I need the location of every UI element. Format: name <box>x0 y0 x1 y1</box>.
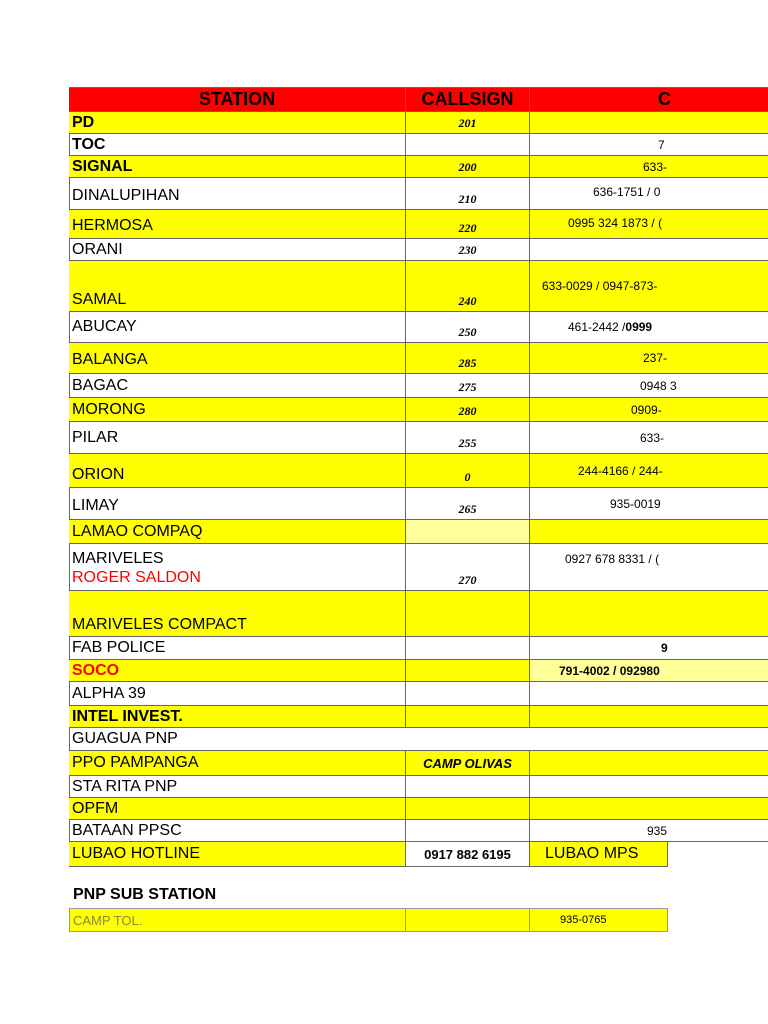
header-callsign[interactable]: CALLSIGN <box>406 88 530 112</box>
contact-cell[interactable]: 791-4002 / 092980 <box>530 660 768 682</box>
station-cell[interactable]: INTEL INVEST. <box>69 706 406 728</box>
station-cell[interactable]: BATAAN PPSC <box>69 820 406 842</box>
contact-cell[interactable] <box>530 312 768 343</box>
station-cell[interactable]: SIGNAL <box>69 156 406 178</box>
station-cell[interactable]: MARIVELES COMPACT <box>69 591 406 637</box>
callsign-cell[interactable] <box>406 798 530 820</box>
contact-cell[interactable] <box>530 706 768 728</box>
contact-text: 461-2442 / <box>568 320 626 334</box>
station-cell[interactable]: ORANI <box>69 239 406 261</box>
contact-cell[interactable]: 633- <box>530 422 768 454</box>
contact-cell[interactable]: 0909- <box>530 398 768 422</box>
contact-cell[interactable]: 9 <box>530 637 768 660</box>
station-name: MARIVELES <box>72 550 164 567</box>
callsign-cell[interactable]: 285 <box>406 343 530 374</box>
station-cell[interactable]: ABUCAY <box>69 312 406 343</box>
station-cell[interactable]: STA RITA PNP <box>69 776 406 798</box>
station-cell[interactable]: LUBAO HOTLINE <box>69 842 406 867</box>
contact-cell[interactable]: 0948 3 <box>530 374 768 398</box>
contact-cell[interactable] <box>530 776 768 798</box>
station-cell[interactable]: MORONG <box>69 398 406 422</box>
station-cell[interactable]: DINALUPIHAN <box>69 178 406 210</box>
station-cell[interactable]: LAMAO COMPAQ <box>69 520 406 544</box>
callsign-cell[interactable]: 0917 882 6195 <box>406 842 530 867</box>
contact-cell[interactable] <box>530 112 768 134</box>
header-contact[interactable]: C <box>530 88 768 112</box>
station-cell[interactable]: TOC <box>69 134 406 156</box>
contact-cell[interactable] <box>530 520 768 544</box>
contact-cell[interactable] <box>530 591 768 637</box>
callsign-cell[interactable] <box>406 682 530 706</box>
contact-cell[interactable]: 633- <box>530 156 768 178</box>
contact-bold-text: 0999 <box>625 320 653 334</box>
callsign-cell[interactable]: 255 <box>406 422 530 454</box>
station-cell[interactable]: PD <box>69 112 406 134</box>
callsign-cell[interactable]: 265 <box>406 488 530 520</box>
callsign-cell[interactable] <box>406 706 530 728</box>
header-station[interactable]: STATION <box>69 88 406 112</box>
callsign-cell[interactable]: 240 <box>406 261 530 312</box>
station-cell[interactable]: PILAR <box>69 422 406 454</box>
contact-cell[interactable]: 0995 324 1873 / ( <box>530 210 768 239</box>
callsign-cell[interactable] <box>406 820 530 842</box>
callsign-cell[interactable] <box>406 660 530 682</box>
callsign-cell[interactable] <box>406 637 530 660</box>
contact-cell[interactable] <box>530 798 768 820</box>
contact-cell[interactable]: 935-0019 <box>530 488 768 520</box>
station-cell[interactable]: SAMAL <box>69 261 406 312</box>
sub-contact-cell[interactable]: 935-0765 <box>530 908 668 932</box>
callsign-cell[interactable]: 280 <box>406 398 530 422</box>
station-cell[interactable]: ORION <box>69 454 406 488</box>
station-cell[interactable]: ALPHA 39 <box>69 682 406 706</box>
contact-cell[interactable]: 0927 678 8331 / ( <box>530 544 768 591</box>
callsign-cell[interactable]: 0 <box>406 454 530 488</box>
callsign-cell[interactable]: 201 <box>406 112 530 134</box>
station-cell[interactable] <box>69 544 406 591</box>
callsign-cell[interactable] <box>406 776 530 798</box>
contact-cell[interactable] <box>530 682 768 706</box>
callsign-cell[interactable] <box>406 591 530 637</box>
station-cell[interactable]: BALANGA <box>69 343 406 374</box>
callsign-cell[interactable] <box>406 134 530 156</box>
callsign-cell[interactable]: 275 <box>406 374 530 398</box>
contact-cell[interactable]: 935 <box>530 820 768 842</box>
station-cell[interactable]: FAB POLICE <box>69 637 406 660</box>
contact-cell[interactable]: LUBAO MPS <box>530 842 668 867</box>
callsign-cell[interactable]: CAMP OLIVAS <box>406 751 530 776</box>
callsign-cell[interactable]: 270 <box>406 544 530 591</box>
station-cell[interactable]: LIMAY <box>69 488 406 520</box>
callsign-cell[interactable]: 210 <box>406 178 530 210</box>
contact-cell[interactable]: 244-4166 / 244- <box>530 454 768 488</box>
contact-cell[interactable]: 7 <box>530 134 768 156</box>
station-cell[interactable]: SOCO <box>69 660 406 682</box>
contact-cell[interactable] <box>530 239 768 261</box>
sub-callsign-cell[interactable] <box>406 908 530 932</box>
station-cell[interactable]: OPFM <box>69 798 406 820</box>
callsign-cell[interactable]: 250 <box>406 312 530 343</box>
sub-station-cell[interactable]: CAMP TOL. <box>69 908 406 932</box>
callsign-cell[interactable]: 220 <box>406 210 530 239</box>
person-name: ROGER SALDON <box>72 569 201 586</box>
callsign-cell[interactable]: 200 <box>406 156 530 178</box>
contact-cell[interactable]: 633-0029 / 0947-873- <box>530 261 768 312</box>
sub-section-title: PNP SUB STATION <box>73 886 217 903</box>
contact-cell[interactable] <box>530 751 768 776</box>
contact-cell[interactable]: 636-1751 / 0 <box>530 178 768 210</box>
station-cell[interactable]: PPO PAMPANGA <box>69 751 406 776</box>
callsign-cell[interactable]: 230 <box>406 239 530 261</box>
callsign-cell[interactable] <box>406 520 530 544</box>
contact-cell[interactable]: 237- <box>530 343 768 374</box>
station-cell[interactable]: HERMOSA <box>69 210 406 239</box>
station-cell[interactable]: GUAGUA PNP <box>69 728 768 751</box>
station-cell[interactable]: BAGAC <box>69 374 406 398</box>
